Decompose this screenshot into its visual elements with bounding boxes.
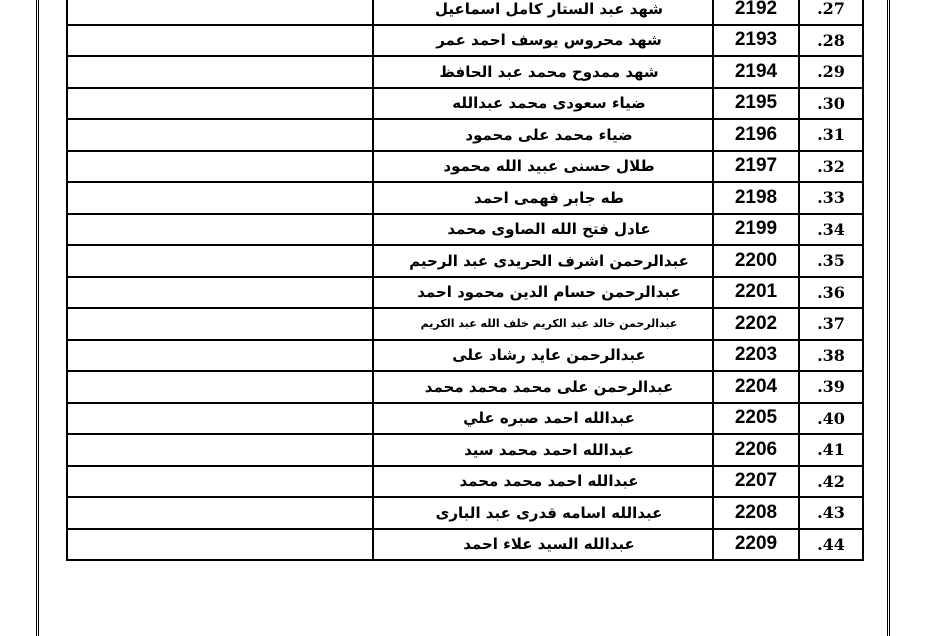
row-index-cell <box>799 403 863 435</box>
seat-number: 2207 <box>713 466 799 498</box>
blank-cell <box>67 497 373 529</box>
row-index-cell <box>799 25 863 57</box>
row-index: .28 <box>817 30 845 50</box>
table-row <box>67 25 863 57</box>
row-index-cell <box>799 214 863 246</box>
student-name: عبدالله احمد محمد سيد <box>373 434 713 466</box>
table-row <box>67 340 863 372</box>
table-row <box>67 245 863 277</box>
row-index: .44 <box>817 534 845 554</box>
student-name: شهد عبد الستار كامل اسماعيل <box>373 0 713 25</box>
seat-number: 2199 <box>713 214 799 246</box>
row-index: .30 <box>817 93 845 113</box>
roster-body <box>67 0 863 560</box>
seat-number: 2197 <box>713 151 799 183</box>
table-row <box>67 466 863 498</box>
table-row <box>67 119 863 151</box>
student-name: عادل فتح الله الصاوى محمد <box>373 214 713 246</box>
blank-cell <box>67 466 373 498</box>
seat-number: 2209 <box>713 529 799 561</box>
blank-cell <box>67 308 373 340</box>
row-index: .34 <box>817 219 845 239</box>
row-index-cell <box>799 56 863 88</box>
row-index-cell <box>799 277 863 309</box>
row-index-cell <box>799 529 863 561</box>
table-row <box>67 371 863 403</box>
row-index-cell <box>799 371 863 403</box>
table-row <box>67 0 863 25</box>
row-index-cell <box>799 151 863 183</box>
blank-cell <box>67 403 373 435</box>
table-row <box>67 277 863 309</box>
row-index-cell <box>799 308 863 340</box>
table-row <box>67 56 863 88</box>
blank-cell <box>67 25 373 57</box>
blank-cell <box>67 182 373 214</box>
student-name: عبدالرحمن على محمد محمد محمد <box>373 371 713 403</box>
row-index: .39 <box>817 377 845 397</box>
row-index: .33 <box>817 188 845 208</box>
student-name: شهد ممدوح محمد عبد الحافظ <box>373 56 713 88</box>
student-name: ضياء محمد على محمود <box>373 119 713 151</box>
row-index: .29 <box>817 62 845 82</box>
row-index: .43 <box>817 503 845 523</box>
student-name: عبدالرحمن خالد عبد الكريم خلف الله عبد الكريم <box>373 308 713 340</box>
row-index: .36 <box>817 282 845 302</box>
student-name: شهد محروس يوسف احمد عمر <box>373 25 713 57</box>
table-row <box>67 308 863 340</box>
row-index: .31 <box>817 125 845 145</box>
table-row <box>67 497 863 529</box>
row-index: .27 <box>817 0 845 19</box>
seat-number: 2204 <box>713 371 799 403</box>
seat-number: 2201 <box>713 277 799 309</box>
seat-number: 2205 <box>713 403 799 435</box>
student-name: عبدالله احمد صبره علي <box>373 403 713 435</box>
row-index: .37 <box>817 314 845 334</box>
student-name: ضياء سعودى محمد عبدالله <box>373 88 713 120</box>
seat-number: 2206 <box>713 434 799 466</box>
student-name: عبدالرحمن حسام الدين محمود احمد <box>373 277 713 309</box>
table-row <box>67 88 863 120</box>
blank-cell <box>67 119 373 151</box>
row-index: .42 <box>817 471 845 491</box>
table-row <box>67 403 863 435</box>
seat-number: 2200 <box>713 245 799 277</box>
blank-cell <box>67 56 373 88</box>
blank-cell <box>67 340 373 372</box>
seat-number: 2192 <box>713 0 799 25</box>
row-index-cell <box>799 0 863 25</box>
row-index-cell <box>799 119 863 151</box>
student-name: طلال حسنى عبيد الله محمود <box>373 151 713 183</box>
row-index-cell <box>799 340 863 372</box>
blank-cell <box>67 277 373 309</box>
student-name: عبدالله احمد محمد محمد <box>373 466 713 498</box>
blank-cell <box>67 151 373 183</box>
student-name: عبدالرحمن اشرف الحريدى عبد الرحيم <box>373 245 713 277</box>
student-name: عبدالله السيد علاء احمد <box>373 529 713 561</box>
seat-number: 2195 <box>713 88 799 120</box>
table-row <box>67 182 863 214</box>
blank-cell <box>67 88 373 120</box>
table-row <box>67 214 863 246</box>
seat-number: 2194 <box>713 56 799 88</box>
seat-number: 2202 <box>713 308 799 340</box>
row-index: .41 <box>817 440 845 460</box>
row-index-cell <box>799 88 863 120</box>
seat-number: 2203 <box>713 340 799 372</box>
row-index-cell <box>799 466 863 498</box>
table-row <box>67 529 863 561</box>
row-index: .32 <box>817 156 845 176</box>
student-roster-table <box>66 0 864 561</box>
seat-number: 2198 <box>713 182 799 214</box>
seat-number: 2193 <box>713 25 799 57</box>
table-row <box>67 434 863 466</box>
seat-number: 2208 <box>713 497 799 529</box>
row-index: .40 <box>817 408 845 428</box>
student-name: عبدالله اسامه قدرى عبد البارى <box>373 497 713 529</box>
blank-cell <box>67 0 373 25</box>
blank-cell <box>67 214 373 246</box>
seat-number: 2196 <box>713 119 799 151</box>
row-index-cell <box>799 182 863 214</box>
blank-cell <box>67 434 373 466</box>
blank-cell <box>67 529 373 561</box>
row-index-cell <box>799 497 863 529</box>
row-index: .35 <box>817 251 845 271</box>
blank-cell <box>67 371 373 403</box>
row-index: .38 <box>817 345 845 365</box>
blank-cell <box>67 245 373 277</box>
student-name: عبدالرحمن عايد رشاد على <box>373 340 713 372</box>
row-index-cell <box>799 434 863 466</box>
row-index-cell <box>799 245 863 277</box>
student-name: طه جابر فهمى احمد <box>373 182 713 214</box>
table-row <box>67 151 863 183</box>
